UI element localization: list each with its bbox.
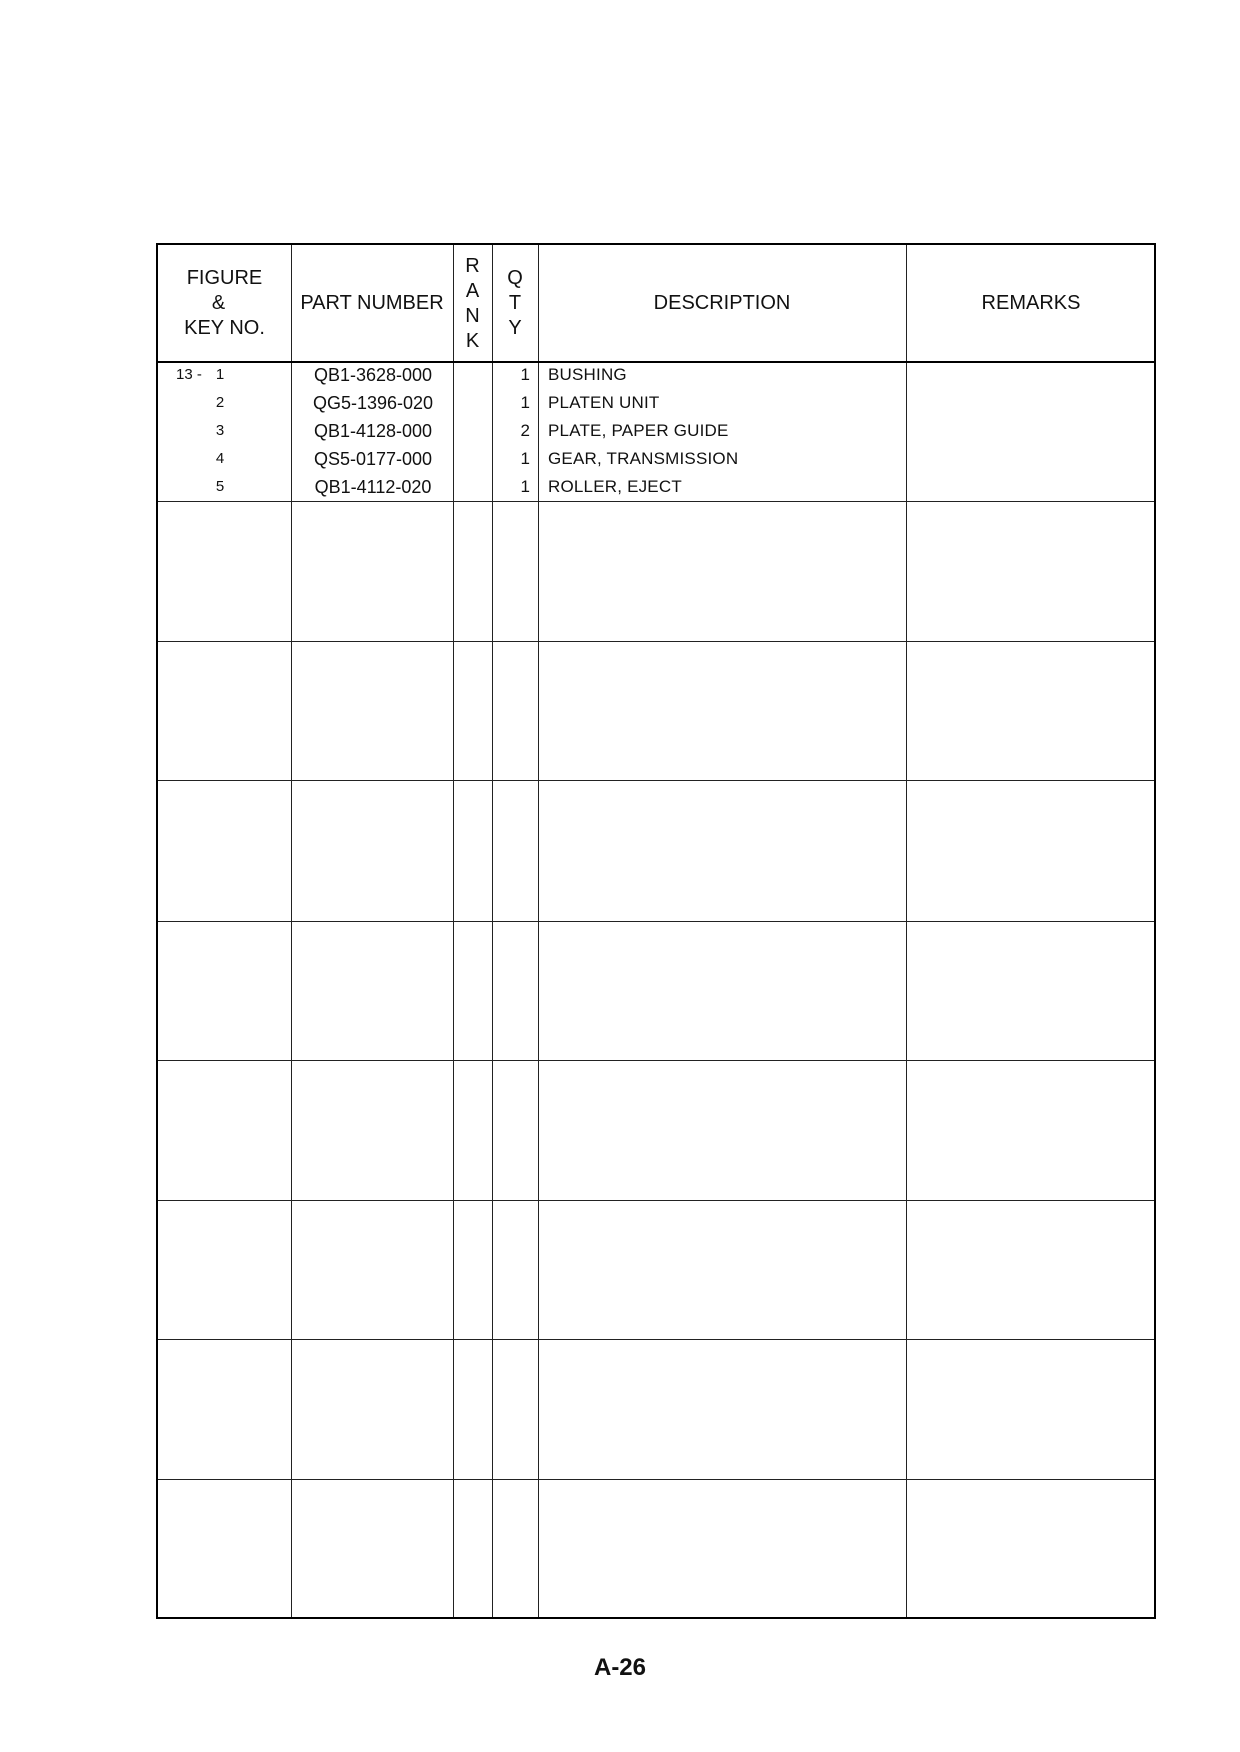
key-number: 2	[215, 394, 225, 411]
row-divider	[158, 641, 1154, 642]
header-rank-letter: R	[465, 254, 480, 277]
figure-cell	[158, 445, 292, 473]
table-row	[158, 361, 1154, 389]
part-number: QB1-4128-000	[313, 421, 433, 441]
header-rank-letter: K	[465, 329, 480, 352]
row-divider	[158, 501, 1154, 502]
header-figure-key-no	[158, 245, 291, 362]
description: BUSHING	[548, 365, 627, 384]
header-part-number	[291, 245, 453, 362]
part-number: QB1-4112-020	[314, 477, 432, 497]
header-figure-line: KEY NO.	[184, 317, 265, 339]
header-figure-line: FIGURE	[186, 267, 263, 289]
description: GEAR, TRANSMISSION	[548, 449, 739, 468]
table-row	[158, 417, 1154, 445]
header-remarks	[906, 245, 1156, 362]
row-divider	[158, 1200, 1154, 1201]
header-figure-line: &	[211, 292, 226, 314]
row-divider	[158, 780, 1154, 781]
row-divider	[158, 1339, 1154, 1340]
header-qty	[492, 245, 538, 362]
header-description-label: DESCRIPTION	[653, 292, 791, 314]
figure-cell	[158, 473, 292, 501]
header-description	[538, 245, 906, 362]
description: PLATEN UNIT	[548, 393, 660, 412]
part-number: QB1-3628-000	[313, 365, 433, 385]
page-number: A-26	[593, 1654, 647, 1681]
figure-number: 13 -	[176, 366, 202, 383]
header-rank-letter: N	[465, 304, 480, 327]
quantity: 2	[520, 421, 530, 440]
part-number: QS5-0177-000	[313, 449, 433, 469]
quantity: 1	[520, 393, 530, 412]
quantity: 1	[520, 449, 530, 468]
figure-cell	[158, 361, 292, 389]
quantity: 1	[520, 477, 530, 496]
figure-cell	[158, 417, 292, 445]
row-divider	[158, 1479, 1154, 1480]
row-divider	[158, 1060, 1154, 1061]
header-rank	[453, 245, 492, 362]
key-number: 1	[215, 366, 225, 383]
header-rank-letter: A	[465, 279, 480, 302]
description: PLATE, PAPER GUIDE	[548, 421, 729, 440]
figure-cell	[158, 389, 292, 417]
parts-list-table	[156, 243, 1156, 1619]
header-remarks-label: REMARKS	[981, 292, 1081, 314]
table-row	[158, 389, 1154, 417]
header-qty-letter: Q	[507, 267, 523, 289]
key-number: 3	[215, 422, 225, 439]
part-number: QG5-1396-020	[312, 393, 434, 413]
quantity: 1	[520, 365, 530, 384]
description: ROLLER, EJECT	[548, 477, 682, 496]
header-qty-letter: T	[508, 292, 522, 314]
table-row	[158, 445, 1154, 473]
key-number: 4	[215, 450, 225, 467]
key-number: 5	[215, 478, 225, 495]
row-divider	[158, 921, 1154, 922]
header-qty-letter: Y	[508, 317, 522, 339]
header-part-number-label: PART NUMBER	[300, 292, 444, 314]
table-row	[158, 473, 1154, 501]
